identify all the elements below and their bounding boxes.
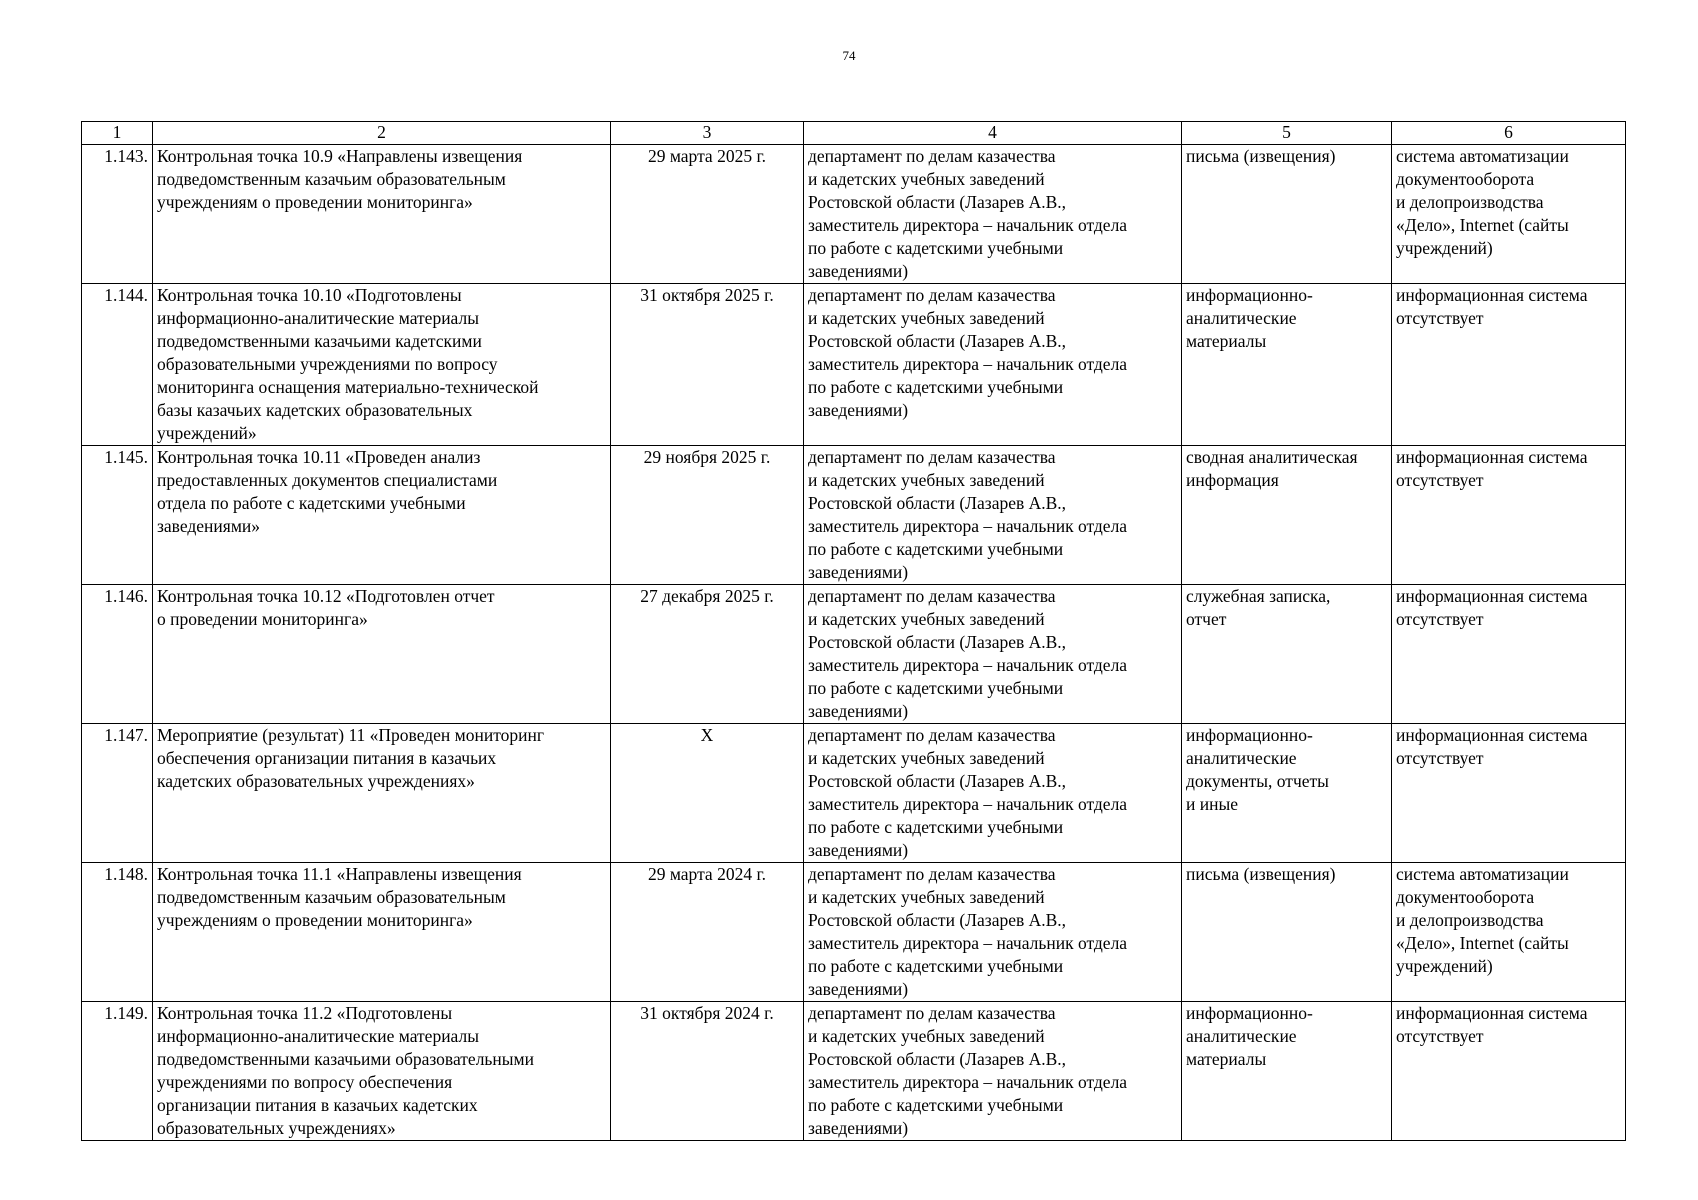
column-header: 1 [82, 122, 153, 145]
event-name: Контрольная точка 10.11 «Проведен анализ предоставленных документов специалистами отдела по работе с кадетскими учебными заведениями» [153, 446, 611, 585]
column-header: 2 [153, 122, 611, 145]
table-row [82, 585, 1626, 724]
information-system: информационная система отсутствует [1392, 446, 1626, 585]
table-row [82, 863, 1626, 1002]
event-name: Мероприятие (результат) 11 «Проведен мониторинг обеспечения организации питания в казачьих кадетских образовательных учреждениях» [153, 724, 611, 863]
table-row [82, 284, 1626, 446]
table-row [82, 1002, 1626, 1141]
information-system: информационная система отсутствует [1392, 724, 1626, 863]
responsible: департамент по делам казачества и кадетских учебных заведений Ростовской области (Лазарев А.В., заместитель директора – начальник отдела по работе с кадетскими учебными заведениями) [804, 585, 1182, 724]
result-document: информационно- аналитические материалы [1182, 284, 1392, 446]
information-system: информационная система отсутствует [1392, 284, 1626, 446]
result-document: информационно- аналитические документы, отчеты и иные [1182, 724, 1392, 863]
column-header: 6 [1392, 122, 1626, 145]
deadline: 31 октября 2025 г. [611, 284, 804, 446]
result-document: письма (извещения) [1182, 863, 1392, 1002]
deadline: 29 ноября 2025 г. [611, 446, 804, 585]
deadline: 29 марта 2024 г. [611, 863, 804, 1002]
event-name: Контрольная точка 11.2 «Подготовлены информационно-аналитические материалы подведомственными казачьими образовательными учреждениями по вопросу обеспечения организации питания в казачьих кадетских образовательных учреждениях» [153, 1002, 611, 1141]
result-document: служебная записка, отчет [1182, 585, 1392, 724]
column-header: 3 [611, 122, 804, 145]
responsible: департамент по делам казачества и кадетских учебных заведений Ростовской области (Лазарев А.В., заместитель директора – начальник отдела по работе с кадетскими учебными заведениями) [804, 724, 1182, 863]
information-system: система автоматизации документооборота и делопроизводства «Дело», Internet (сайты учреждений) [1392, 863, 1626, 1002]
row-number: 1.146. [82, 585, 153, 724]
information-system: информационная система отсутствует [1392, 585, 1626, 724]
row-number: 1.149. [82, 1002, 153, 1141]
deadline: 31 октября 2024 г. [611, 1002, 804, 1141]
event-name: Контрольная точка 10.12 «Подготовлен отчет о проведении мониторинга» [153, 585, 611, 724]
responsible: департамент по делам казачества и кадетских учебных заведений Ростовской области (Лазарев А.В., заместитель директора – начальник отдела по работе с кадетскими учебными заведениями) [804, 1002, 1182, 1141]
information-system: система автоматизации документооборота и делопроизводства «Дело», Internet (сайты учреждений) [1392, 145, 1626, 284]
result-document: письма (извещения) [1182, 145, 1392, 284]
plan-table [81, 121, 1626, 1141]
deadline: X [611, 724, 804, 863]
row-number: 1.148. [82, 863, 153, 1002]
result-document: информационно- аналитические материалы [1182, 1002, 1392, 1141]
row-number: 1.143. [82, 145, 153, 284]
event-name: Контрольная точка 11.1 «Направлены извещения подведомственным казачьим образовательным учреждениям о проведении мониторинга» [153, 863, 611, 1002]
event-name: Контрольная точка 10.9 «Направлены извещения подведомственным казачьим образовательным учреждениям о проведении мониторинга» [153, 145, 611, 284]
table-row [82, 446, 1626, 585]
deadline: 27 декабря 2025 г. [611, 585, 804, 724]
responsible: департамент по делам казачества и кадетских учебных заведений Ростовской области (Лазарев А.В., заместитель директора – начальник отдела по работе с кадетскими учебными заведениями) [804, 145, 1182, 284]
page-number: 74 [842, 48, 856, 63]
row-number: 1.147. [82, 724, 153, 863]
column-header: 5 [1182, 122, 1392, 145]
header-row [82, 122, 1626, 145]
deadline: 29 марта 2025 г. [611, 145, 804, 284]
row-number: 1.145. [82, 446, 153, 585]
row-number: 1.144. [82, 284, 153, 446]
table-row [82, 724, 1626, 863]
responsible: департамент по делам казачества и кадетских учебных заведений Ростовской области (Лазарев А.В., заместитель директора – начальник отдела по работе с кадетскими учебными заведениями) [804, 446, 1182, 585]
event-name: Контрольная точка 10.10 «Подготовлены информационно-аналитические материалы подведомственными казачьими кадетскими образовательными учреждениями по вопросу мониторинга оснащения материально-технической базы казачьих кадетских образовательных учреждений» [153, 284, 611, 446]
table-row [82, 145, 1626, 284]
responsible: департамент по делам казачества и кадетских учебных заведений Ростовской области (Лазарев А.В., заместитель директора – начальник отдела по работе с кадетскими учебными заведениями) [804, 284, 1182, 446]
information-system: информационная система отсутствует [1392, 1002, 1626, 1141]
result-document: сводная аналитическая информация [1182, 446, 1392, 585]
column-header: 4 [804, 122, 1182, 145]
responsible: департамент по делам казачества и кадетских учебных заведений Ростовской области (Лазарев А.В., заместитель директора – начальник отдела по работе с кадетскими учебными заведениями) [804, 863, 1182, 1002]
